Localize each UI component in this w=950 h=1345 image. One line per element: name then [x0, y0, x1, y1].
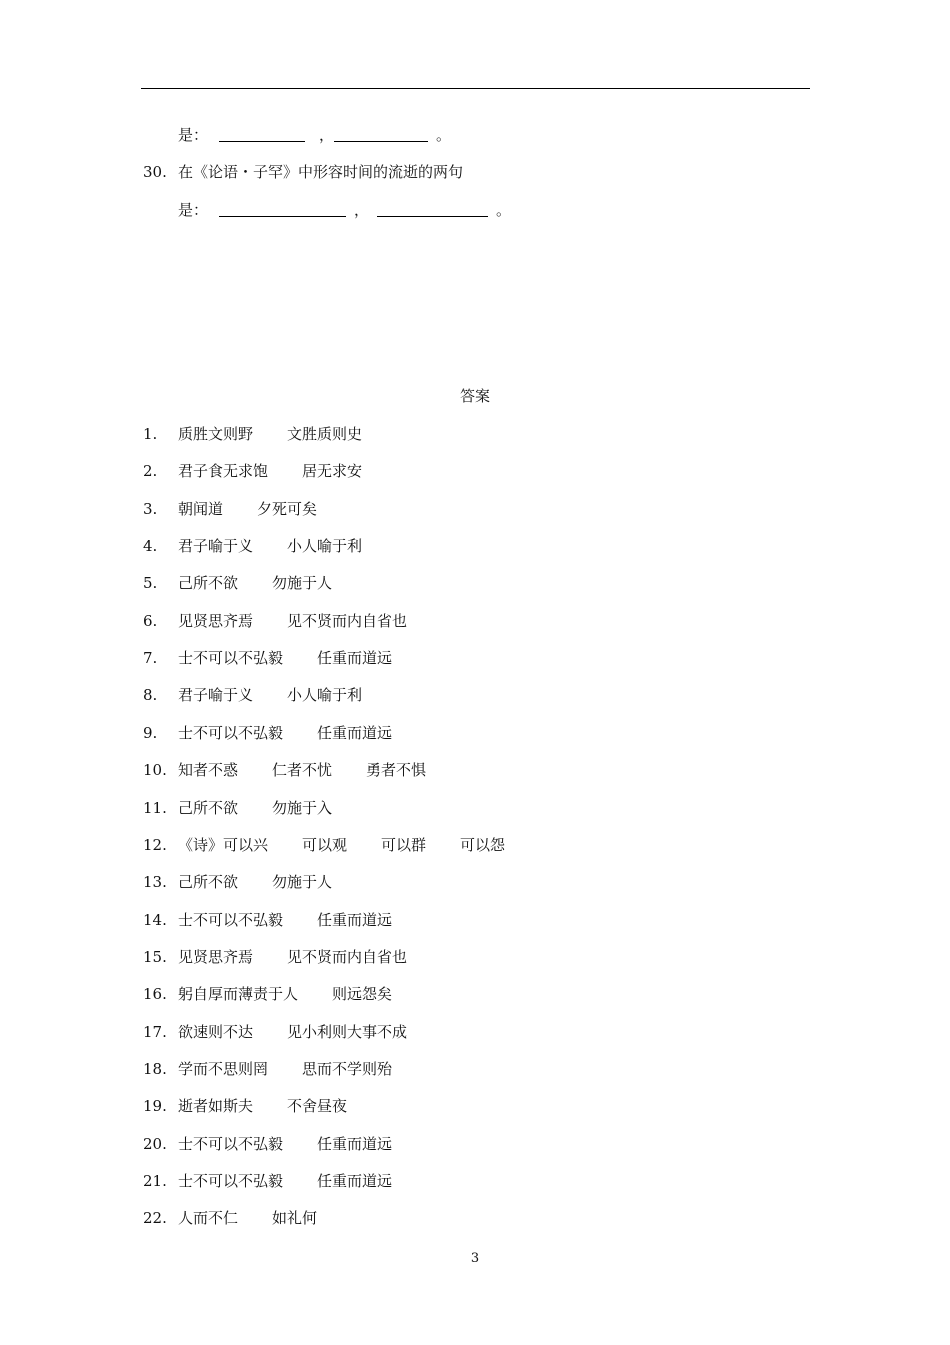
question-30: [143, 162, 463, 182]
answer-phrase: 不舍昼夜: [287, 1097, 348, 1115]
answer-phrase: 勿施于入: [272, 799, 333, 817]
answer-row: [143, 760, 426, 780]
answer-row: [143, 1208, 317, 1228]
answer-phrase: 士不可以不弘毅: [178, 911, 284, 929]
answer-phrase: 《诗》可以兴: [178, 836, 269, 854]
answer-phrase: 可以群: [381, 836, 427, 854]
answer-row: [143, 685, 362, 705]
answer-number: 1.: [143, 425, 158, 443]
answer-number: 19.: [143, 1097, 167, 1115]
answer-phrase: 仁者不忧: [272, 761, 333, 779]
answer-row: [143, 723, 392, 743]
answer-phrase: 任重而道远: [317, 724, 393, 742]
answer-number: 16.: [143, 985, 167, 1003]
answer-phrase: 思而不学则殆: [302, 1060, 393, 1078]
answer-phrase: 勇者不惧: [366, 761, 427, 779]
answer-number: 18.: [143, 1060, 167, 1078]
answer-row: [143, 461, 362, 481]
period: 。: [436, 126, 452, 144]
answer-row: [143, 835, 505, 855]
answer-phrase: 任重而道远: [317, 911, 393, 929]
page-number: 3: [470, 1251, 480, 1266]
answer-phrase: 己所不欲: [178, 574, 239, 592]
answer-phrase: 可以怨: [460, 836, 506, 854]
answer-number: 15.: [143, 948, 167, 966]
answer-number: 6.: [143, 612, 158, 630]
comma: ，: [319, 126, 335, 144]
fill-blank-2[interactable]: [377, 202, 488, 217]
answer-phrase: 见不贤而内自省也: [287, 948, 408, 966]
answer-number: 3.: [143, 500, 158, 518]
answer-row: [143, 947, 407, 967]
question-number: 30.: [143, 163, 167, 181]
answer-phrase: 学而不思则罔: [178, 1060, 269, 1078]
answer-row: [143, 611, 407, 631]
question-30-answer-line: [143, 200, 511, 220]
answer-phrase: 勿施于人: [272, 873, 333, 891]
answer-phrase: 欲速则不达: [178, 1023, 254, 1041]
question-text: 在《论语・子罕》中形容时间的流逝的两句: [178, 163, 464, 181]
fill-blank-2[interactable]: [334, 127, 428, 142]
answer-number: 11.: [143, 799, 167, 817]
answer-phrase: 朝闻道: [178, 500, 224, 518]
answer-number: 10.: [143, 761, 167, 779]
answer-phrase: 己所不欲: [178, 799, 239, 817]
header-rule: [141, 88, 810, 89]
answer-number: 20.: [143, 1135, 167, 1153]
answer-number: 17.: [143, 1023, 167, 1041]
answer-row: [143, 536, 362, 556]
question-29-answer-line: [143, 125, 451, 145]
answer-phrase: 君子喻于义: [178, 686, 254, 704]
answer-phrase: 士不可以不弘毅: [178, 1172, 284, 1190]
period: 。: [496, 201, 512, 219]
answer-phrase: 君子食无求饱: [178, 462, 269, 480]
answer-number: 2.: [143, 462, 158, 480]
answer-phrase: 逝者如斯夫: [178, 1097, 254, 1115]
answer-phrase: 士不可以不弘毅: [178, 1135, 284, 1153]
fill-blank-1[interactable]: [219, 127, 305, 142]
answer-row: [143, 1022, 407, 1042]
answer-row: [143, 499, 317, 519]
answer-row: [143, 872, 332, 892]
answer-row: [143, 984, 392, 1004]
answer-phrase: 小人喻于利: [287, 686, 363, 704]
answer-row: [143, 1096, 347, 1116]
answer-phrase: 见小利则大事不成: [287, 1023, 408, 1041]
answer-row: [143, 1134, 392, 1154]
answer-phrase: 士不可以不弘毅: [178, 649, 284, 667]
answer-phrase: 见贤思齐焉: [178, 948, 254, 966]
answer-phrase: 己所不欲: [178, 873, 239, 891]
answer-number: 8.: [143, 686, 158, 704]
answer-number: 21.: [143, 1172, 167, 1190]
answer-number: 5.: [143, 574, 158, 592]
answers-title: 答案: [459, 387, 490, 405]
answer-phrase: 夕死可矣: [257, 500, 318, 518]
answer-phrase: 人而不仁: [178, 1209, 239, 1227]
answer-phrase: 质胜文则野: [178, 425, 254, 443]
answer-row: [143, 910, 392, 930]
answer-phrase: 见贤思齐焉: [178, 612, 254, 630]
fill-blank-1[interactable]: [219, 202, 346, 217]
answer-phrase: 躬自厚而薄责于人: [178, 985, 299, 1003]
answer-number: 22.: [143, 1209, 167, 1227]
answer-phrase: 文胜质则史: [287, 425, 363, 443]
answer-number: 13.: [143, 873, 167, 891]
answer-number: 4.: [143, 537, 158, 555]
answer-phrase: 则远怨矣: [332, 985, 393, 1003]
answer-phrase: 任重而道远: [317, 1135, 393, 1153]
answer-phrase: 见不贤而内自省也: [287, 612, 408, 630]
answer-number: 12.: [143, 836, 167, 854]
answer-row: [143, 798, 332, 818]
answer-phrase: 如礼何: [272, 1209, 318, 1227]
answer-phrase: 任重而道远: [317, 649, 393, 667]
answer-row: [143, 1171, 392, 1191]
answer-phrase: 知者不惑: [178, 761, 239, 779]
answer-phrase: 君子喻于义: [178, 537, 254, 555]
answer-phrase: 小人喻于利: [287, 537, 363, 555]
answer-row: [143, 1059, 392, 1079]
answer-prefix: 是：: [178, 201, 209, 219]
answer-prefix: 是：: [178, 126, 209, 144]
answer-row: [143, 424, 362, 444]
answer-phrase: 居无求安: [302, 462, 363, 480]
answer-number: 9.: [143, 724, 158, 742]
answer-phrase: 勿施于人: [272, 574, 333, 592]
answer-phrase: 任重而道远: [317, 1172, 393, 1190]
answer-row: [143, 648, 392, 668]
answer-number: 7.: [143, 649, 158, 667]
answer-number: 14.: [143, 911, 167, 929]
answer-phrase: 可以观: [302, 836, 348, 854]
comma: ，: [354, 201, 370, 219]
answer-phrase: 士不可以不弘毅: [178, 724, 284, 742]
answer-row: [143, 573, 332, 593]
